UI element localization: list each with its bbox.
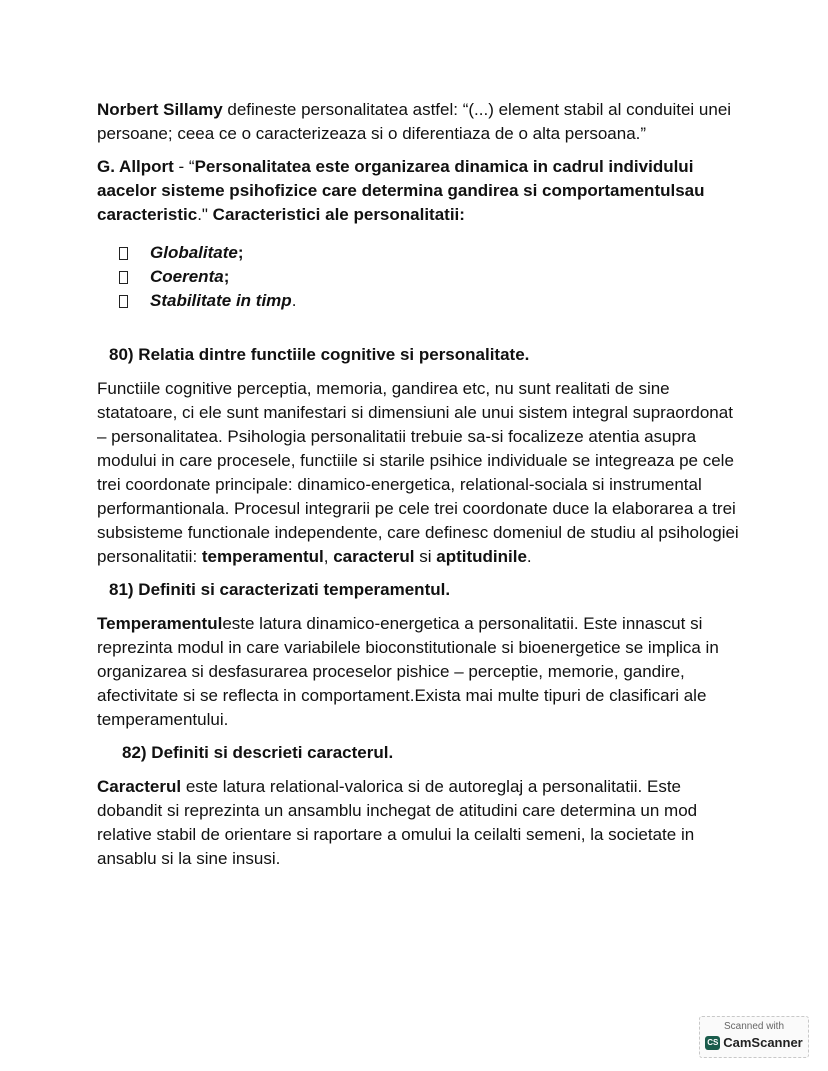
author-name: G. Allport (97, 157, 174, 176)
document-page (97, 98, 747, 880)
camscanner-logo-icon: CS (705, 1036, 720, 1050)
section-80-heading: 80) Relatia dintre functiile cognitive si personalitate. (109, 345, 530, 364)
section-82-body (97, 775, 747, 871)
camscanner-watermark (699, 1016, 809, 1058)
watermark-caption: Scanned with (723, 1021, 785, 1032)
term: temperamentul (201, 547, 324, 566)
separator: si (414, 547, 437, 566)
body-text: este latura dinamico-energetica a personalitatii. Este innascut si reprezinta modul in care variabilele bioconstitutionale si bioenergetice se implica in organizarea si desfasurarea proceselor pishice – perceptie, memorie, gandire, afectivitate si se reflecta in comportament.Exista mai multe tipuri de clasificari ale temperamentului. (97, 614, 719, 729)
bullet-icon (119, 247, 128, 260)
term: aptitudinile (436, 547, 527, 566)
bullet-icon (119, 271, 128, 284)
section-82-heading: 82) Definiti si descrieti caracterul. (122, 743, 394, 762)
list-item (119, 265, 747, 289)
term: caracterul (333, 547, 415, 566)
list-item (119, 241, 747, 265)
item-label: Coerenta (150, 267, 224, 286)
characteristics-list (119, 241, 747, 313)
separator: , (323, 547, 334, 566)
list-item (119, 289, 747, 313)
item-suffix: ; (237, 243, 244, 262)
allport-quote: Personalitatea este organizarea dinamica in cadrul individului aacelor sisteme psihofizice care determina gandirea si comportamentulsau caracteristic (97, 157, 705, 224)
sillamy-paragraph (97, 98, 747, 146)
dash: - “ (173, 157, 195, 176)
item-label: Stabilitate in timp (150, 291, 292, 310)
brand-name: CamScanner (723, 1035, 803, 1050)
allport-paragraph (97, 155, 747, 227)
section-81-body (97, 612, 747, 732)
watermark-brand (700, 1035, 808, 1050)
item-suffix: ; (223, 267, 230, 286)
definition-text: defineste personalitatea astfel: “(...) element stabil al conduitei unei persoane; ceea ce o caracterizeaza si o diferentiaza de o alta persoana.” (97, 100, 732, 143)
section-81-heading: 81) Definiti si caracterizati temperamentul. (109, 580, 451, 599)
item-label: Globalitate (150, 243, 238, 262)
section-80-body (97, 377, 747, 569)
characteristics-label: Caracteristici ale personalitatii: (212, 205, 465, 224)
bullet-icon (119, 295, 128, 308)
end-punct: . (526, 547, 532, 566)
term: Caracterul (97, 777, 182, 796)
body-text: Functiile cognitive perceptia, memoria, gandirea etc, nu sunt realitati de sine statatoare, ci ele sunt manifestari si dimensiuni ale unui sistem integral supraordonat – personalitatea. Psihologia personalitatii trebuie sa-si focalizeze atentia asupra modului in care procesele, functiile si starile psihice individuale se integreaza pe cele trei coordonate principale: dinamico-energetica, relational-sociala si instrumental performantionala. Procesul integrarii pe cele trei coordonate duce la elaborarea a trei subsisteme functionale independente, care definesc domeniul de studiu al psihologiei personalitatii: (97, 379, 739, 566)
item-suffix: . (291, 291, 297, 310)
quote-end: ." (197, 205, 213, 224)
body-text: este latura relational-valorica si de autoreglaj a personalitatii. Este dobandit si reprezinta un ansamblu inchegat de atitudini care determina un mod relative stabil de orientare si raportare a omului la ceilalti semeni, la societate in ansablu si la sine insusi. (97, 777, 698, 868)
author-name: Norbert Sillamy (97, 100, 223, 119)
term: Temperamentul (97, 614, 223, 633)
